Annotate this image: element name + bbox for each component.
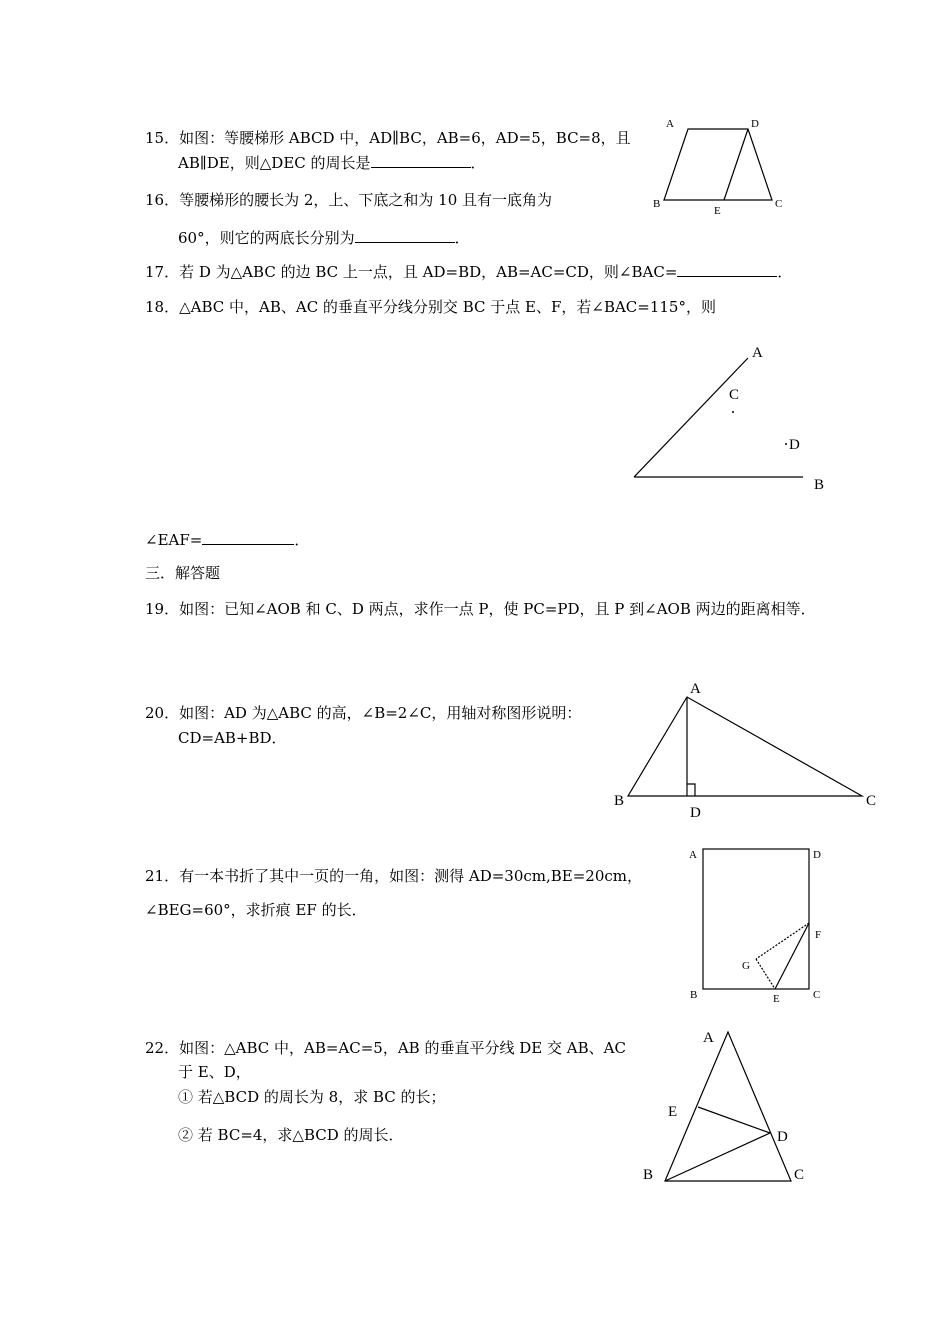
label-a: A (703, 1030, 714, 1046)
label-b: B (614, 793, 625, 809)
q15-period: ． (470, 154, 486, 172)
label-c: C (775, 198, 783, 210)
label-d: D (789, 437, 800, 453)
q21-line1: 21．有一本书折了其中一页的一角，如图：测得 AD=30cm,BE=20cm， (145, 867, 643, 885)
q22-line1: 22．如图：△ABC 中，AB=AC=5，AB 的垂直平分线 DE 交 AB、AC (145, 1039, 626, 1057)
q16-text: 60°，则它的两底长分别为 (178, 229, 355, 247)
q20-line2: CD=AB+BD． (178, 729, 287, 747)
label-b: B (643, 1167, 654, 1183)
label-a: A (689, 849, 697, 861)
q22-sub2: ② 若 BC=4，求△BCD 的周长． (178, 1126, 404, 1144)
label-f: F (815, 929, 822, 941)
q17-text: 17．若 D 为△ABC 的边 BC 上一点，且 AD=BD，AB=AC=CD，则∠BAC= (145, 263, 678, 281)
segment-fg (756, 923, 809, 959)
q15-text: AB∥DE，则△DEC 的周长是 (178, 154, 371, 172)
q22-line2: 于 E、D， (178, 1063, 251, 1081)
q21-line2: ∠BEG=60°，求折痕 EF 的长． (145, 901, 367, 919)
label-e: E (773, 993, 780, 1005)
label-c: C (813, 989, 821, 1001)
trapezoid-abcd (664, 129, 772, 200)
label-b: B (653, 198, 661, 210)
figure-20-triangle (614, 681, 876, 821)
label-b: B (814, 477, 825, 493)
label-c: C (794, 1167, 805, 1183)
page-rect (703, 849, 809, 989)
figure-18-angle (634, 345, 824, 493)
q18-text: ∠EAF= (145, 531, 203, 549)
label-d: D (690, 805, 701, 821)
label-b: B (690, 989, 698, 1001)
figure-21-page (689, 849, 821, 1005)
right-angle-mark (687, 784, 695, 796)
label-c: C (866, 793, 877, 809)
label-c: C (729, 387, 740, 403)
section3-title: 三．解答题 (145, 564, 221, 582)
label-e: E (668, 1104, 678, 1120)
q16-period: ． (454, 229, 470, 247)
label-e: E (714, 205, 721, 217)
q20-line1: 20．如图：AD 为△ABC 的高，∠B=2∠C，用轴对称图形说明： (145, 704, 582, 722)
q19-line1: 19．如图：已知∠AOB 和 C、D 两点，求作一点 P，使 PC=PD，且 P 到∠AOB 两边的距离相等． (145, 600, 816, 618)
q16-line1: 16．等腰梯形的腰长为 2，上、下底之和为 10 且有一底角为 (145, 191, 553, 209)
label-d: D (777, 1129, 788, 1145)
q17-period: ． (777, 263, 793, 281)
triangle-abc (628, 697, 862, 796)
figure-22-triangle (643, 1030, 804, 1183)
label-a: A (690, 681, 701, 697)
label-a: A (666, 118, 674, 130)
label-g: G (742, 960, 750, 972)
q22-sub1: ① 若△BCD 的周长为 8，求 BC 的长； (178, 1088, 446, 1106)
segment-ed (698, 1107, 770, 1133)
label-a: A (752, 345, 763, 361)
point-d (785, 443, 787, 445)
crease-ef (775, 923, 809, 989)
segment-bd (665, 1133, 770, 1181)
triangle-abc (665, 1032, 791, 1181)
q18-period: ． (294, 531, 310, 549)
q18-line1: 18．△ABC 中，AB、AC 的垂直平分线分别交 BC 于点 E、F，若∠BAC=115°，则 (145, 298, 716, 316)
q15-line1: 15．如图：等腰梯形 ABCD 中，AD∥BC，AB=6，AD=5，BC=8，且 (145, 129, 631, 147)
figure-15-trapezoid (653, 118, 782, 217)
ray-oa (634, 358, 748, 477)
segment-de (724, 129, 748, 200)
label-d: D (751, 118, 759, 130)
point-c (732, 411, 734, 413)
segment-ge (756, 959, 775, 989)
label-d: D (813, 849, 821, 861)
